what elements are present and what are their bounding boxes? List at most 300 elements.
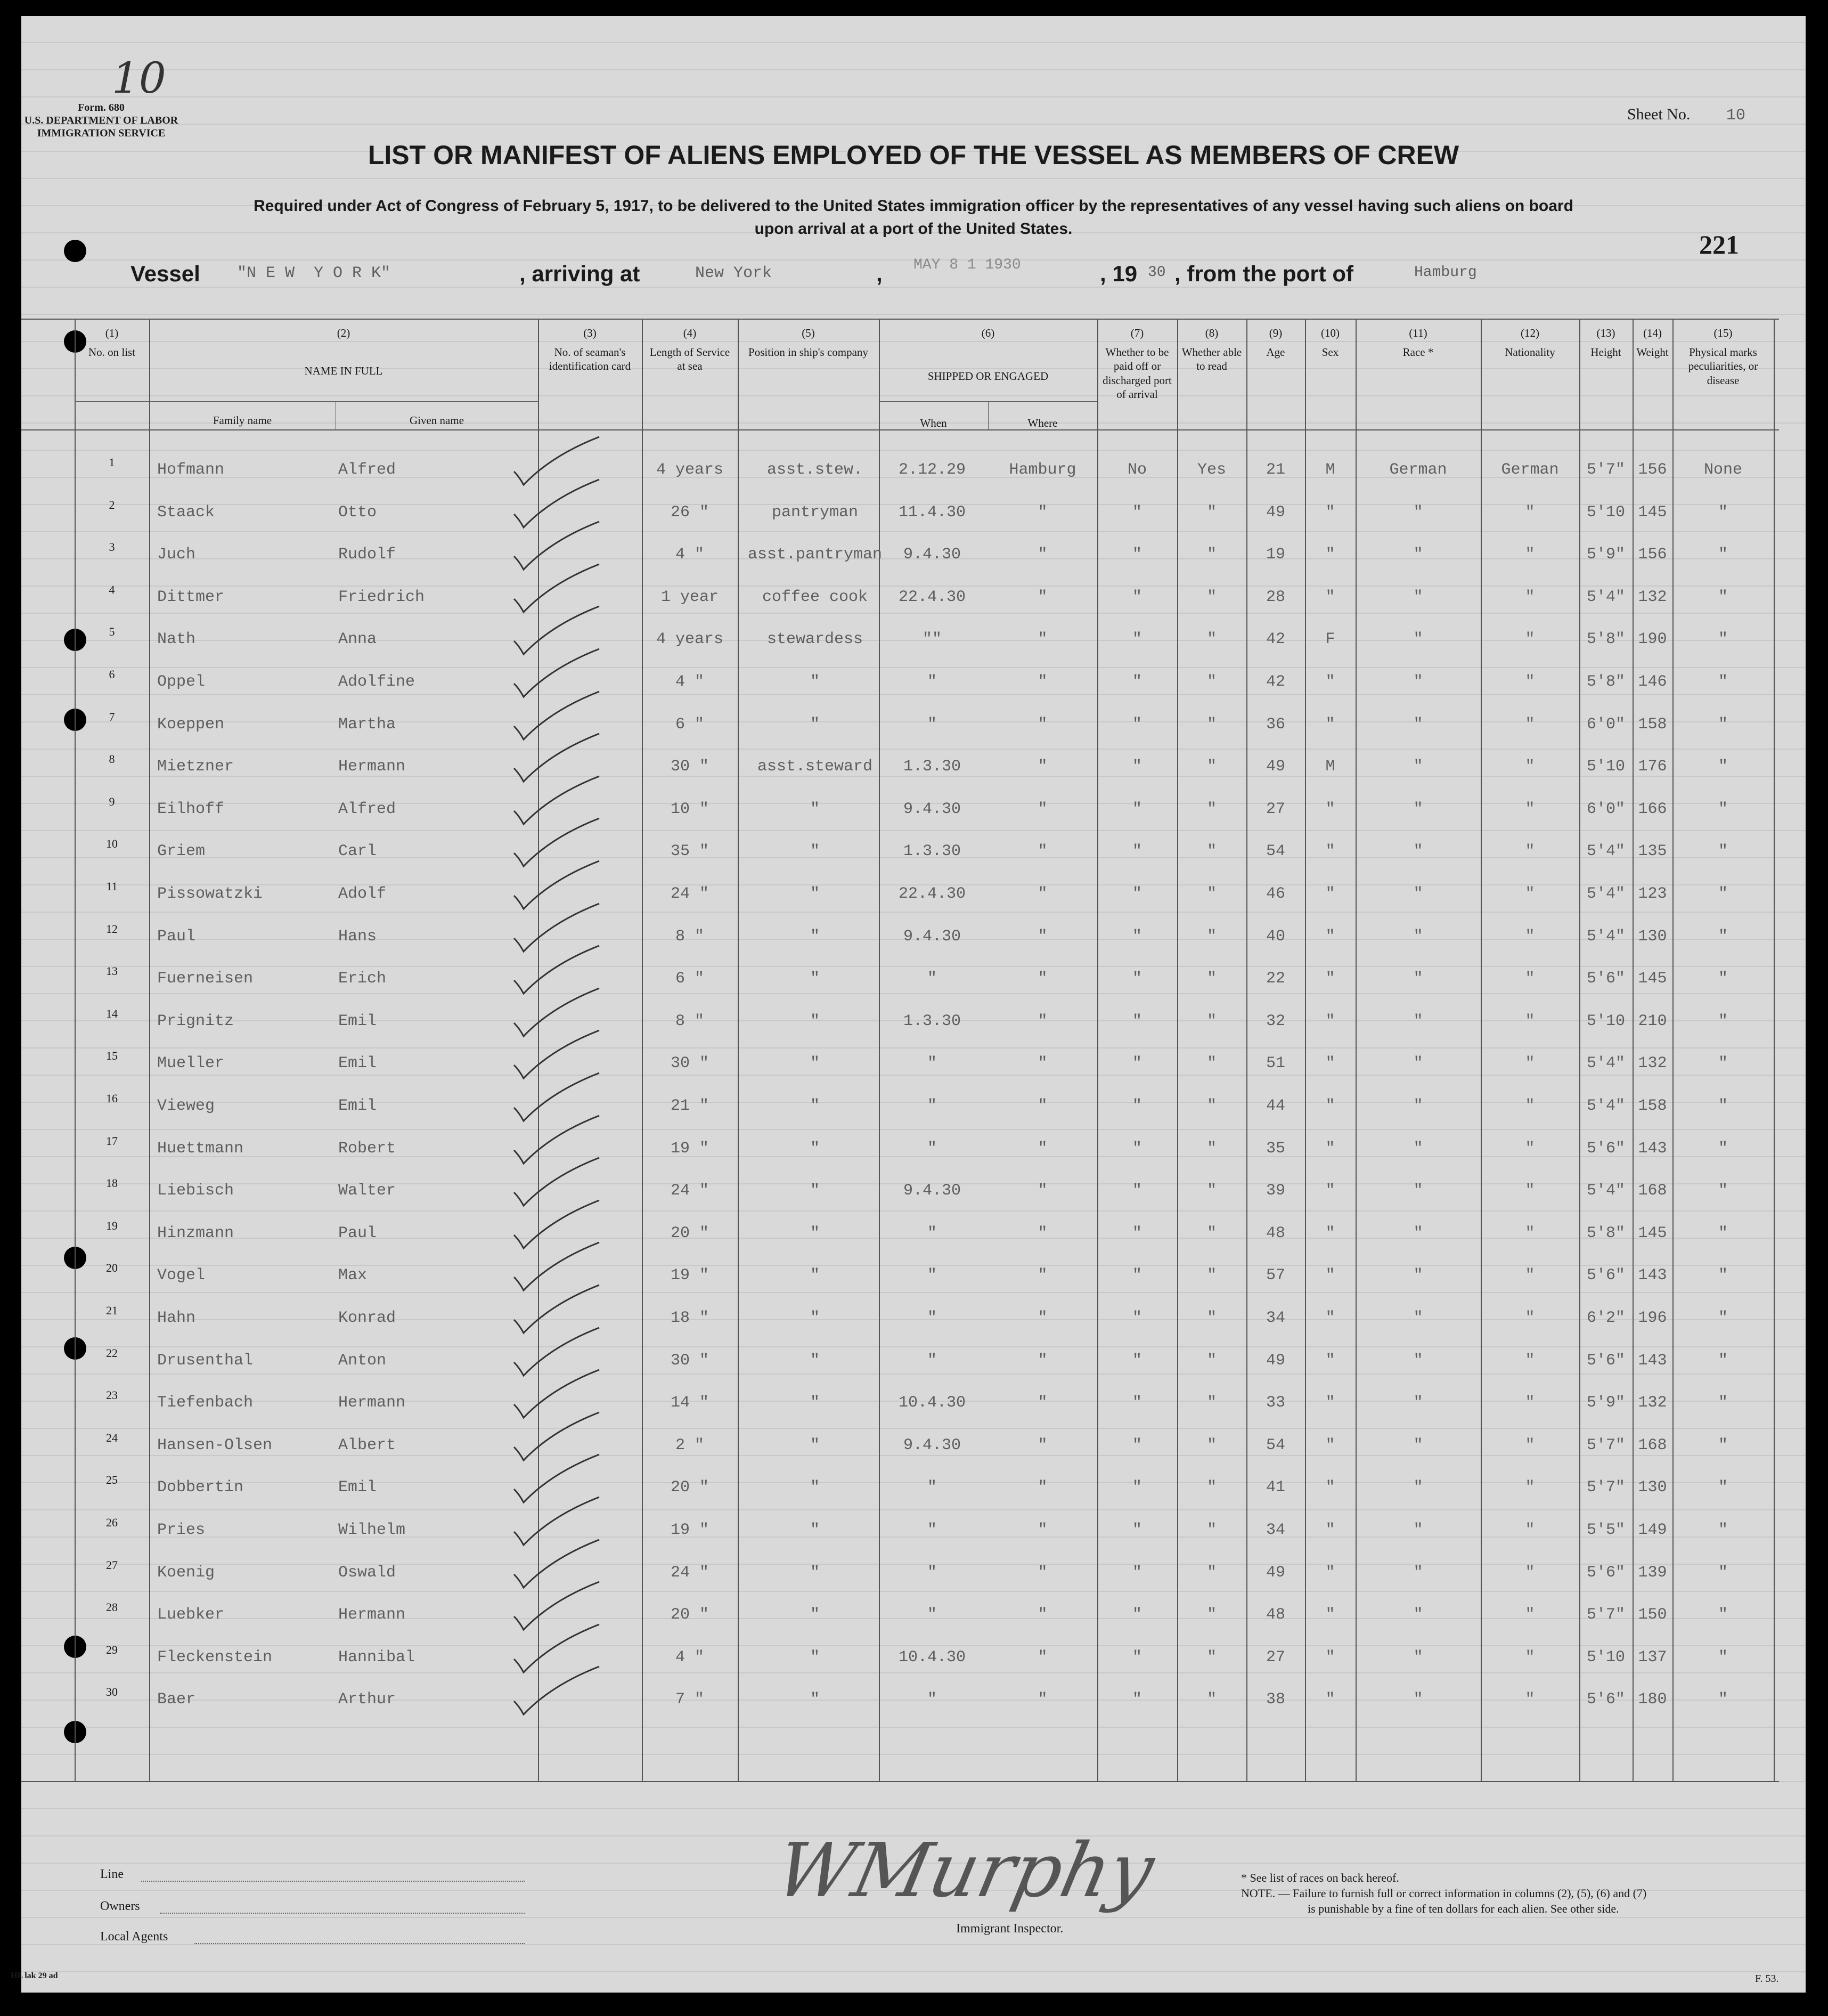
row-age: 49	[1266, 758, 1285, 776]
column-number-c2: (2)	[337, 327, 350, 339]
footer	[11, 1817, 1806, 1993]
row-where: "	[1038, 1648, 1048, 1667]
row-nationality: "	[1525, 1054, 1535, 1073]
row-nationality: "	[1525, 630, 1535, 649]
row-nationality: "	[1525, 1436, 1535, 1454]
row-read: "	[1206, 1224, 1217, 1242]
row-when: "	[927, 1266, 937, 1285]
local-agents-label: Local Agents	[100, 1930, 168, 1944]
row-marks: "	[1718, 503, 1728, 522]
row-height: 6'0"	[1586, 800, 1625, 818]
row-race: "	[1413, 1266, 1423, 1285]
row-n: 6	[109, 668, 115, 681]
row-paid: "	[1132, 1012, 1142, 1030]
row-when: "	[927, 1309, 937, 1327]
row-n: 9	[109, 794, 115, 808]
row-nationality: "	[1525, 1563, 1535, 1582]
row-height: 5'8"	[1586, 1224, 1625, 1242]
vessel-value: "N E W Y O R K"	[237, 264, 391, 282]
row-read: "	[1206, 800, 1217, 818]
corner-note: 10	[112, 53, 166, 103]
row-paid: "	[1132, 885, 1142, 903]
row-service: 24 "	[670, 885, 709, 903]
row-read: "	[1206, 885, 1217, 903]
row-service: 30 "	[670, 1054, 709, 1073]
row-given: Carl	[338, 842, 377, 861]
sheet-number	[1627, 105, 1745, 125]
row-position: pantryman	[771, 503, 859, 522]
row-given: Rudolf	[338, 546, 396, 564]
row-when: "	[927, 1097, 937, 1115]
row-n: 14	[106, 1006, 118, 1020]
row-read: "	[1206, 1012, 1217, 1030]
row-read: "	[1206, 588, 1217, 606]
row-sex: F	[1325, 630, 1335, 649]
row-position: "	[810, 1478, 820, 1497]
row-race: "	[1413, 1351, 1423, 1370]
row-marks: "	[1718, 546, 1728, 564]
row-race: "	[1413, 1648, 1423, 1667]
row-family: Dobbertin	[157, 1478, 244, 1497]
row-position: "	[810, 800, 820, 818]
row-nationality: "	[1525, 1182, 1535, 1200]
row-when: 1.3.30	[903, 758, 961, 776]
row-position: "	[810, 970, 820, 988]
row-marks: "	[1718, 1139, 1728, 1158]
row-n: 22	[106, 1346, 118, 1360]
year-value: 30	[1148, 264, 1166, 281]
row-race: "	[1413, 1521, 1423, 1539]
vessel-line	[130, 257, 1782, 298]
row-race: "	[1413, 1224, 1423, 1242]
from-port-value: Hamburg	[1414, 264, 1477, 281]
row-family: Mietzner	[157, 758, 234, 776]
row-marks: "	[1718, 588, 1728, 606]
row-where: "	[1038, 927, 1048, 946]
row-marks: "	[1718, 1478, 1728, 1497]
row-race: "	[1413, 1139, 1423, 1158]
row-where: "	[1038, 885, 1048, 903]
row-age: 48	[1266, 1224, 1285, 1242]
row-height: 5'4"	[1586, 842, 1625, 861]
row-sex: "	[1325, 588, 1335, 606]
row-where: "	[1038, 630, 1048, 649]
row-service: 4 years	[656, 630, 724, 649]
column-number-c9: (9)	[1269, 327, 1283, 339]
line-label: Line	[100, 1867, 124, 1881]
row-weight: 145	[1638, 1224, 1667, 1242]
row-n: 21	[106, 1304, 118, 1317]
row-family: Vogel	[157, 1266, 206, 1285]
row-read: "	[1206, 1182, 1217, 1200]
row-marks: "	[1718, 1182, 1728, 1200]
row-read: "	[1206, 1436, 1217, 1454]
row-marks: "	[1718, 1648, 1728, 1667]
row-nationality: "	[1525, 715, 1535, 734]
row-when: 10.4.30	[898, 1394, 966, 1412]
row-height: 5'7"	[1586, 1478, 1625, 1497]
arriving-label: , arriving at	[519, 261, 640, 286]
row-paid: "	[1132, 1139, 1142, 1158]
row-read: "	[1206, 503, 1217, 522]
row-position: "	[810, 673, 820, 691]
row-where: "	[1038, 588, 1048, 606]
row-height: 5'6"	[1586, 970, 1625, 988]
row-read: "	[1206, 546, 1217, 564]
row-given: Anton	[338, 1351, 387, 1370]
column-sub-given-name: Given name	[409, 414, 464, 427]
row-n: 3	[109, 540, 115, 554]
row-read: "	[1206, 1097, 1217, 1115]
row-given: Robert	[338, 1139, 396, 1158]
row-paid: "	[1132, 1563, 1142, 1582]
row-age: 44	[1266, 1097, 1285, 1115]
row-position: "	[810, 715, 820, 734]
column-number-c4: (4)	[683, 327, 697, 339]
row-read: "	[1206, 1478, 1217, 1497]
row-weight: 123	[1638, 885, 1667, 903]
row-family: Baer	[157, 1690, 196, 1709]
row-sex: "	[1325, 503, 1335, 522]
row-age: 28	[1266, 588, 1285, 606]
row-when: "	[927, 1351, 937, 1370]
row-age: 27	[1266, 1648, 1285, 1667]
row-weight: 210	[1638, 1012, 1667, 1030]
row-nationality: "	[1525, 1097, 1535, 1115]
row-where: "	[1038, 1394, 1048, 1412]
row-marks: "	[1718, 1224, 1728, 1242]
row-weight: 158	[1638, 715, 1667, 734]
row-family: Luebker	[157, 1606, 225, 1624]
row-when: 9.4.30	[903, 800, 961, 818]
row-when: "	[927, 715, 937, 734]
row-family: Hinzmann	[157, 1224, 234, 1242]
row-weight: 156	[1638, 546, 1667, 564]
row-given: Walter	[338, 1182, 396, 1200]
row-age: 51	[1266, 1054, 1285, 1073]
row-position: asst.steward	[757, 758, 873, 776]
column-number-c1: (1)	[105, 327, 119, 339]
row-height: 5'6"	[1586, 1266, 1625, 1285]
row-when: 22.4.30	[898, 885, 966, 903]
row-n: 27	[106, 1558, 118, 1572]
row-position: "	[810, 1563, 820, 1582]
row-given: Otto	[338, 503, 377, 522]
row-age: 27	[1266, 800, 1285, 818]
column-label-c11: Race *	[1402, 346, 1434, 359]
row-marks: "	[1718, 1606, 1728, 1624]
row-height: 5'7"	[1586, 461, 1625, 479]
row-age: 42	[1266, 673, 1285, 691]
row-family: Hahn	[157, 1309, 196, 1327]
row-family: Staack	[157, 503, 215, 522]
column-label-c12: Nationality	[1505, 346, 1555, 359]
immigrant-inspector-label: Immigrant Inspector.	[956, 1922, 1064, 1936]
row-marks: "	[1718, 630, 1728, 649]
row-weight: 168	[1638, 1182, 1667, 1200]
row-when: 11.4.30	[898, 503, 966, 522]
row-where: "	[1038, 1478, 1048, 1497]
row-position: "	[810, 885, 820, 903]
row-where: "	[1038, 1606, 1048, 1624]
row-paid: "	[1132, 927, 1142, 946]
row-position: "	[810, 1309, 820, 1327]
row-service: 26 "	[670, 503, 709, 522]
row-given: Hans	[338, 927, 377, 946]
row-paid: "	[1132, 1182, 1142, 1200]
row-sex: "	[1325, 1563, 1335, 1582]
year-prefix: , 19	[1100, 261, 1138, 286]
row-position: stewardess	[766, 630, 863, 649]
from-port-label: , from the port of	[1174, 261, 1353, 286]
row-position: "	[810, 1351, 820, 1370]
row-read: "	[1206, 758, 1217, 776]
row-where: "	[1038, 715, 1048, 734]
row-position: "	[810, 842, 820, 861]
row-read: "	[1206, 842, 1217, 861]
row-age: 49	[1266, 1563, 1285, 1582]
row-family: Fuerneisen	[157, 970, 254, 988]
column-label-c4: Length of Service at sea	[649, 346, 730, 373]
row-given: Albert	[338, 1436, 396, 1454]
row-paid: "	[1132, 1690, 1142, 1709]
row-family: Liebisch	[157, 1182, 234, 1200]
row-paid: "	[1132, 1351, 1142, 1370]
row-n: 11	[106, 880, 118, 893]
row-where: "	[1038, 1563, 1048, 1582]
row-weight: 166	[1638, 800, 1667, 818]
row-position: "	[810, 1097, 820, 1115]
row-when: "	[927, 1606, 937, 1624]
row-n: 29	[106, 1643, 118, 1656]
row-family: Dittmer	[157, 588, 225, 606]
row-read: "	[1206, 927, 1217, 946]
row-weight: 135	[1638, 842, 1667, 861]
row-height: 5'7"	[1586, 1606, 1625, 1624]
column-label-c3: No. of seaman's identification card	[549, 346, 631, 373]
owners-label: Owners	[100, 1899, 140, 1913]
row-sex: "	[1325, 842, 1335, 861]
row-when: 9.4.30	[903, 1436, 961, 1454]
row-height: 5'4"	[1586, 1182, 1625, 1200]
page-title: LIST OR MANIFEST OF ALIENS EMPLOYED OF THE VESSEL AS MEMBERS OF CREW	[368, 140, 1459, 170]
row-age: 54	[1266, 1436, 1285, 1454]
row-where: "	[1038, 800, 1048, 818]
row-race: "	[1413, 503, 1423, 522]
row-weight: 143	[1638, 1139, 1667, 1158]
row-position: "	[810, 1266, 820, 1285]
row-race: "	[1413, 1182, 1423, 1200]
row-service: 14 "	[670, 1394, 709, 1412]
row-paid: "	[1132, 970, 1142, 988]
row-when: "	[927, 673, 937, 691]
row-weight: 158	[1638, 1097, 1667, 1115]
row-family: Griem	[157, 842, 206, 861]
row-paid: "	[1132, 1394, 1142, 1412]
row-given: Arthur	[338, 1690, 396, 1709]
row-position: "	[810, 1521, 820, 1539]
row-when: "	[927, 1690, 937, 1709]
row-where: "	[1038, 546, 1048, 564]
note-text-1: — Failure to furnish full or correct information in columns (2), (5), (6) and (7)	[1278, 1887, 1647, 1900]
row-age: 40	[1266, 927, 1285, 946]
row-read: "	[1206, 1139, 1217, 1158]
row-when: 1.3.30	[903, 1012, 961, 1030]
row-where: "	[1038, 1436, 1048, 1454]
row-age: 54	[1266, 842, 1285, 861]
row-sex: "	[1325, 1478, 1335, 1497]
row-service: 19 "	[670, 1521, 709, 1539]
row-height: 5'10	[1586, 758, 1625, 776]
row-service: 19 "	[670, 1266, 709, 1285]
row-service: 1 year	[660, 588, 719, 606]
row-age: 35	[1266, 1139, 1285, 1158]
row-nationality: "	[1525, 503, 1535, 522]
row-n: 20	[106, 1261, 118, 1275]
row-n: 30	[106, 1685, 118, 1699]
row-height: 6'2"	[1586, 1309, 1625, 1327]
row-race: "	[1413, 1012, 1423, 1030]
row-where: "	[1038, 503, 1048, 522]
row-family: Prignitz	[157, 1012, 234, 1030]
row-race: "	[1413, 927, 1423, 946]
row-n: 2	[109, 498, 115, 511]
row-given: Emil	[338, 1012, 377, 1030]
row-service: 2 "	[675, 1436, 704, 1454]
row-weight: 139	[1638, 1563, 1667, 1582]
row-marks: "	[1718, 1436, 1728, 1454]
row-nationality: "	[1525, 1690, 1535, 1709]
column-number-c15: (15)	[1713, 327, 1733, 339]
row-given: Martha	[338, 715, 396, 734]
row-when: 22.4.30	[898, 588, 966, 606]
row-family: Tiefenbach	[157, 1394, 254, 1412]
row-nationality: "	[1525, 1224, 1535, 1242]
row-given: Friedrich	[338, 588, 425, 606]
row-age: 49	[1266, 503, 1285, 522]
row-given: Alfred	[338, 461, 396, 479]
row-service: 20 "	[670, 1478, 709, 1497]
row-sex: "	[1325, 1012, 1335, 1030]
row-paid: "	[1132, 503, 1142, 522]
row-age: 34	[1266, 1521, 1285, 1539]
row-given: Alfred	[338, 800, 396, 818]
row-race: "	[1413, 800, 1423, 818]
row-race: "	[1413, 1606, 1423, 1624]
row-n: 25	[106, 1473, 118, 1487]
row-sex: "	[1325, 1690, 1335, 1709]
sheet-number-value: 10	[1726, 107, 1745, 125]
column-number-c7: (7)	[1130, 327, 1144, 339]
row-race: "	[1413, 1309, 1423, 1327]
row-paid: "	[1132, 1266, 1142, 1285]
row-where: "	[1038, 1012, 1048, 1030]
row-position: "	[810, 1224, 820, 1242]
row-weight: 143	[1638, 1266, 1667, 1285]
note-text-2: is punishable by a fine of ten dollars for each alien. See other side.	[1308, 1901, 1619, 1915]
row-nationality: "	[1525, 1012, 1535, 1030]
row-race: German	[1389, 461, 1447, 479]
row-service: 8 "	[675, 927, 704, 946]
row-race: "	[1413, 1563, 1423, 1582]
row-height: 5'8"	[1586, 673, 1625, 691]
row-paid: "	[1132, 588, 1142, 606]
row-position: "	[810, 1054, 820, 1073]
vessel-label: Vessel	[130, 261, 200, 286]
row-height: 5'9"	[1586, 546, 1625, 564]
row-family: Mueller	[157, 1054, 225, 1073]
row-weight: 137	[1638, 1648, 1667, 1667]
row-family: Pries	[157, 1521, 206, 1539]
row-paid: "	[1132, 1436, 1142, 1454]
row-marks: "	[1718, 842, 1728, 861]
row-family: Nath	[157, 630, 196, 649]
row-race: "	[1413, 1436, 1423, 1454]
row-weight: 130	[1638, 927, 1667, 946]
row-nationality: "	[1525, 673, 1535, 691]
row-given: Adolfine	[338, 673, 415, 691]
row-weight: 176	[1638, 758, 1667, 776]
row-family: Koeppen	[157, 715, 225, 734]
column-number-c13: (13)	[1596, 327, 1615, 339]
row-when: "	[927, 1224, 937, 1242]
row-race: "	[1413, 885, 1423, 903]
arrival-date-stamp: MAY 8 1 1930	[913, 257, 1021, 273]
column-number-c11: (11)	[1409, 327, 1427, 339]
row-n: 26	[106, 1516, 118, 1529]
row-family: Juch	[157, 546, 196, 564]
row-marks: "	[1718, 1097, 1728, 1115]
row-nationality: "	[1525, 588, 1535, 606]
row-weight: 168	[1638, 1436, 1667, 1454]
column-number-c10: (10)	[1321, 327, 1340, 339]
row-race: "	[1413, 1097, 1423, 1115]
row-given: Erich	[338, 970, 387, 988]
row-race: "	[1413, 1394, 1423, 1412]
row-n: 24	[106, 1430, 118, 1444]
row-sex: "	[1325, 1182, 1335, 1200]
row-given: Emil	[338, 1054, 377, 1073]
row-paid: "	[1132, 1606, 1142, 1624]
row-sex: "	[1325, 1309, 1335, 1327]
row-sex: M	[1325, 758, 1335, 776]
row-marks: "	[1718, 800, 1728, 818]
row-sex: "	[1325, 1394, 1335, 1412]
row-sex: "	[1325, 1224, 1335, 1242]
row-given: Emil	[338, 1478, 377, 1497]
row-when: "	[927, 1478, 937, 1497]
comma: ,	[876, 261, 883, 286]
row-nationality: "	[1525, 546, 1535, 564]
row-paid: "	[1132, 715, 1142, 734]
row-given: Konrad	[338, 1309, 396, 1327]
row-age: 42	[1266, 630, 1285, 649]
row-sex: "	[1325, 1097, 1335, 1115]
row-when: 9.4.30	[903, 1182, 961, 1200]
row-given: Hermann	[338, 1606, 406, 1624]
row-race: "	[1413, 588, 1423, 606]
row-height: 5'6"	[1586, 1690, 1625, 1709]
row-sex: "	[1325, 1606, 1335, 1624]
column-label-c1: No. on list	[88, 346, 136, 359]
row-sex: "	[1325, 800, 1335, 818]
row-nationality: "	[1525, 1351, 1535, 1370]
row-marks: "	[1718, 1012, 1728, 1030]
row-where: "	[1038, 970, 1048, 988]
row-where: "	[1038, 842, 1048, 861]
row-when: 9.4.30	[903, 927, 961, 946]
row-position: asst.stew.	[766, 461, 863, 479]
